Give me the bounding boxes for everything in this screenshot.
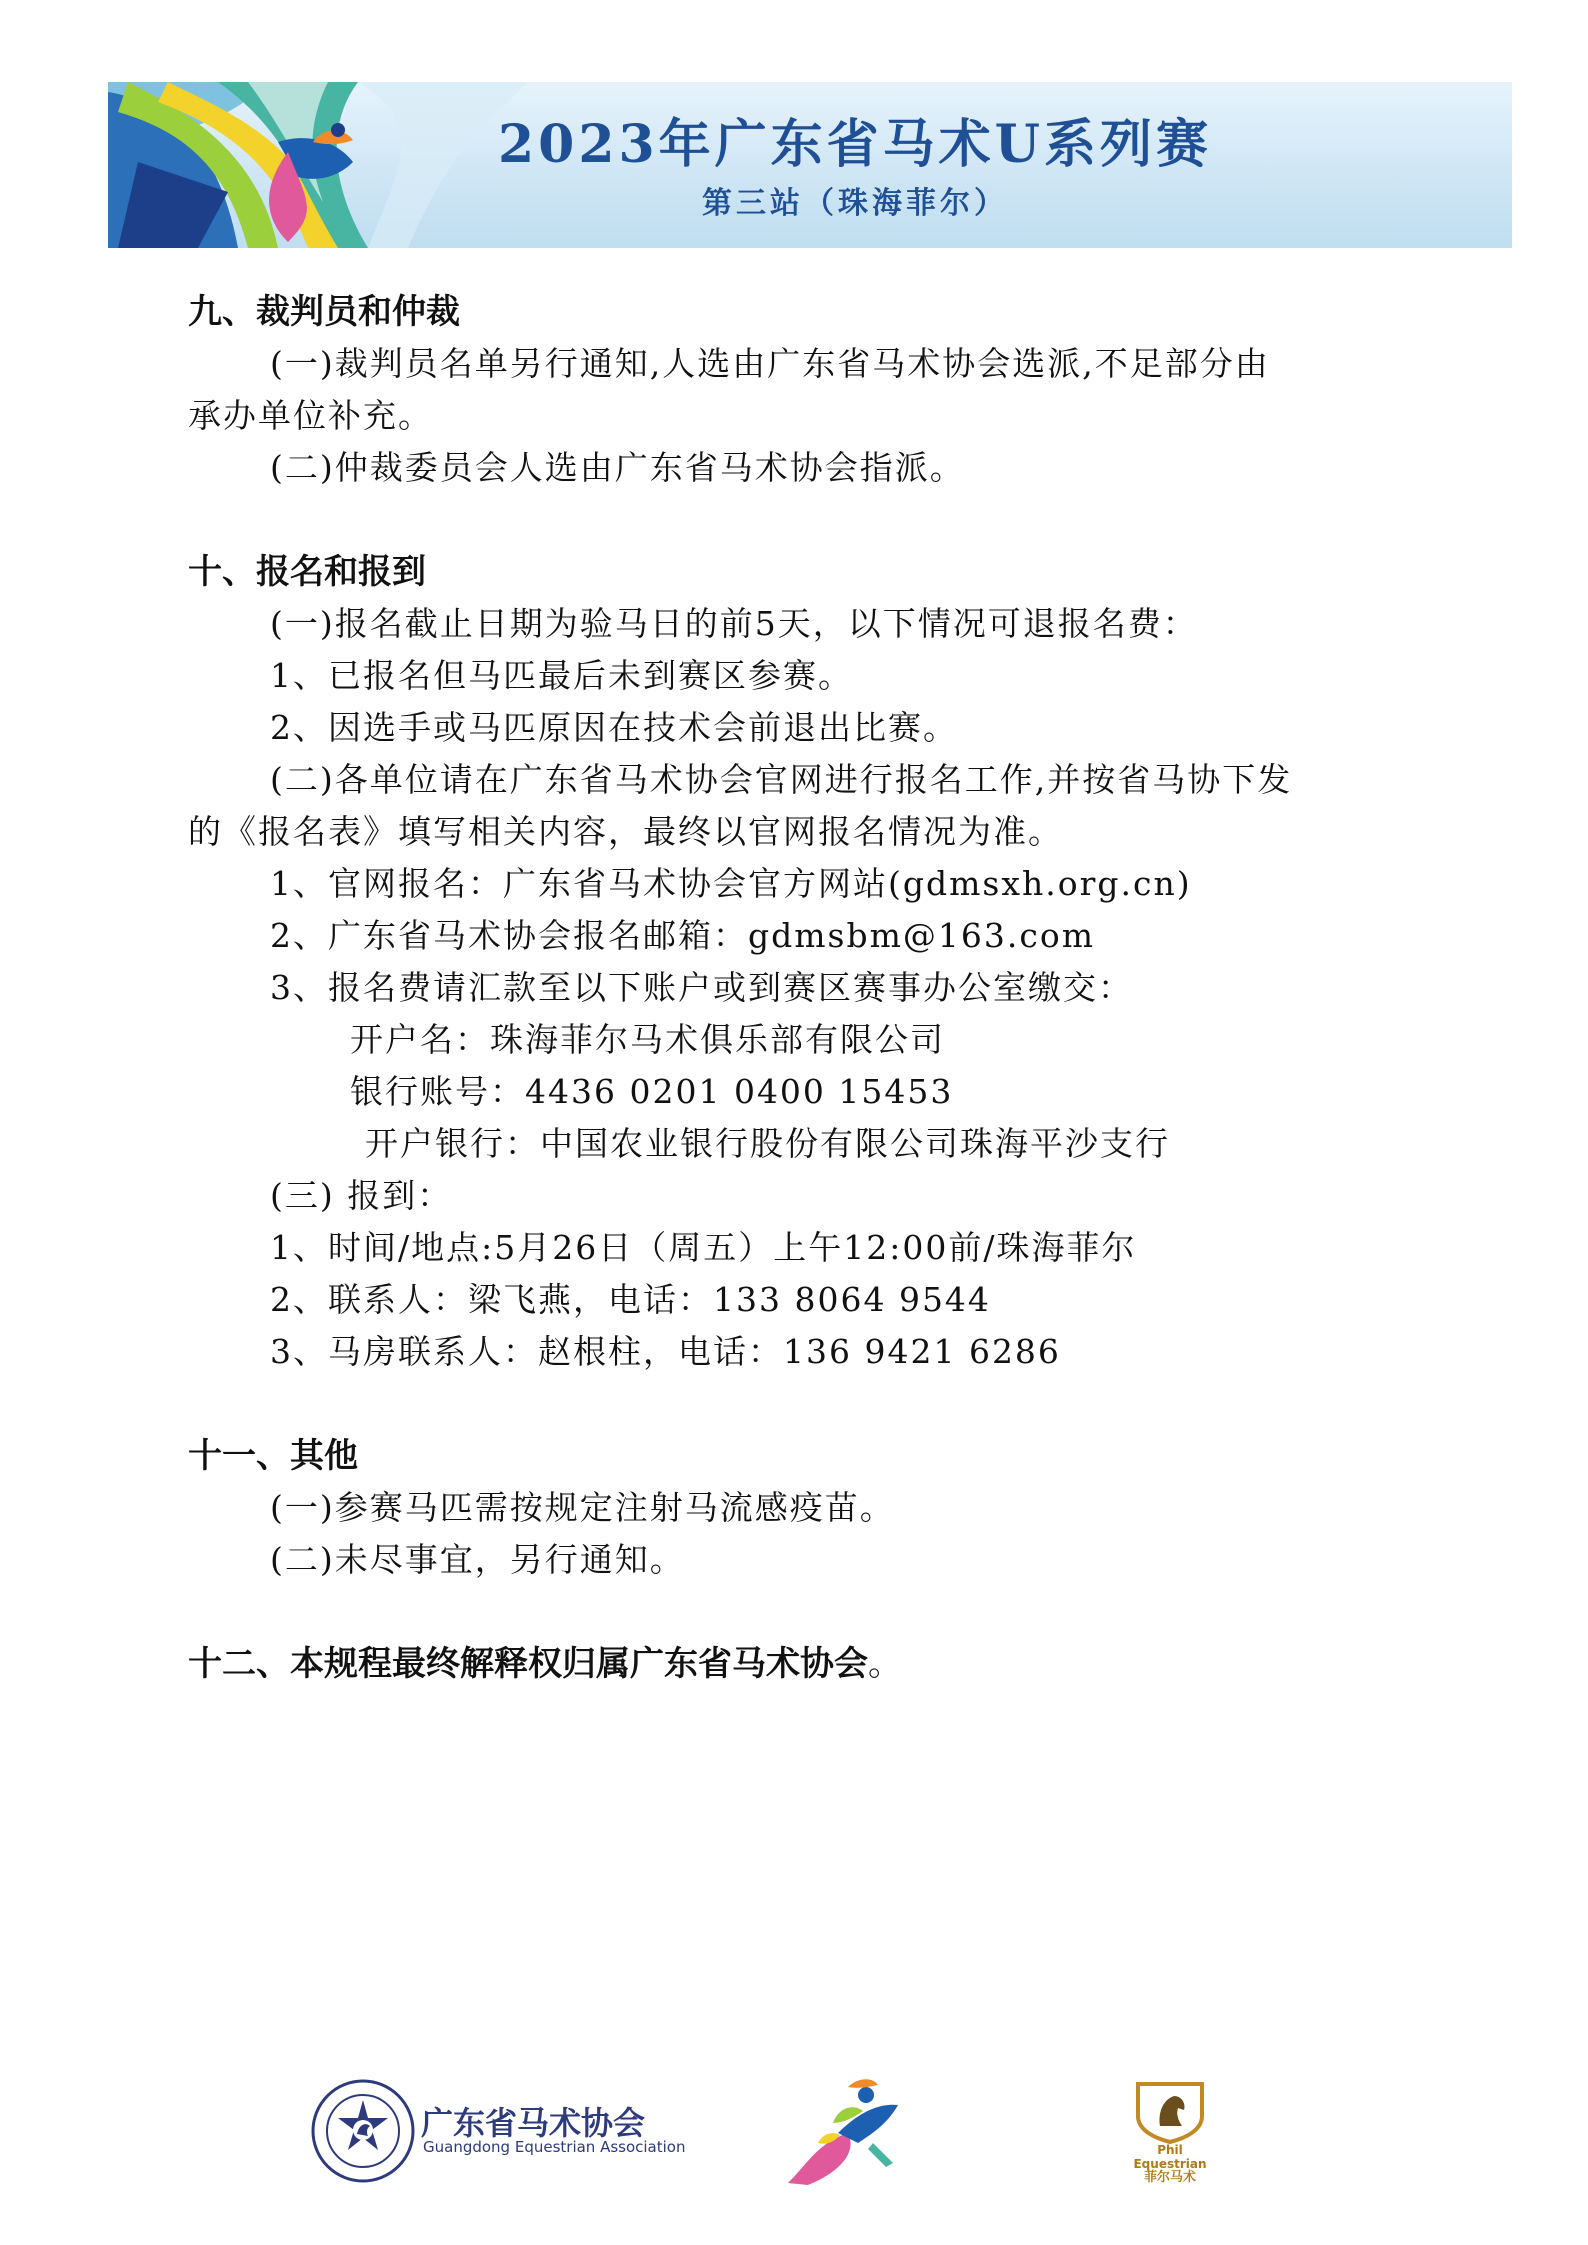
section-9-paragraph-1: (一)裁判员名单另行通知,人选由广东省马术协会选派,不足部分由 — [270, 344, 1270, 383]
gea-name-en: Guangdong Equestrian Association — [423, 2138, 686, 2156]
section-11-paragraph-2: (二)未尽事宜，另行通知。 — [270, 1540, 685, 1579]
section-9-paragraph-1-cont: 承办单位补充。 — [188, 396, 433, 435]
banner-title: 2023年广东省马术U系列赛 — [497, 114, 1213, 175]
gea-name-cn: 广东省马术协会 — [421, 2104, 646, 2142]
gea-emblem-logo — [310, 2078, 416, 2184]
phil-equestrian-shield-logo — [1130, 2078, 1210, 2144]
section-12-heading-tail: 。 — [868, 1644, 902, 1684]
account-bank: 开户银行：中国农业银行股份有限公司珠海平沙支行 — [365, 1124, 1170, 1163]
section-10-item-c2: 2、联系人：梁飞燕，电话：133 8064 9544 — [270, 1280, 991, 1319]
section-10-item-b2: 2、广东省马术协会报名邮箱：gdmsbm@163.com — [270, 916, 1096, 955]
spacer — [188, 1378, 1458, 1430]
section-10-item-c3: 3、马房联系人：赵根柱，电话：136 9421 6286 — [270, 1332, 1061, 1371]
spacer — [188, 1586, 1458, 1638]
section-12-heading — [188, 1638, 1458, 1690]
section-10-item-a1: 1、已报名但马匹最后未到赛区参赛。 — [270, 656, 853, 695]
section-10-item-b-cont: 的《报名表》填写相关内容，最终以官网报名情况为准。 — [188, 812, 1063, 851]
document-body — [188, 286, 1458, 1690]
spacer — [188, 494, 1458, 546]
account-number: 银行账号：4436 0201 0400 15453 — [350, 1072, 954, 1111]
account-name: 开户名：珠海菲尔马术俱乐部有限公司 — [350, 1020, 945, 1059]
section-11-heading: 十一、其他 — [188, 1436, 358, 1476]
section-10-item-a2: 2、因选手或马匹原因在技术会前退出比赛。 — [270, 708, 958, 747]
header-banner — [108, 82, 1512, 248]
section-12-heading-text: 十二、本规程最终解释权归属广东省马术协会 — [188, 1644, 868, 1684]
section-10-item-c1: 1、时间/地点:5月26日（周五）上午12:00前/珠海菲尔 — [270, 1228, 1137, 1267]
section-10-item-b3: 3、报名费请汇款至以下账户或到赛区赛事办公室缴交： — [270, 968, 1133, 1007]
section-9-heading: 九、裁判员和仲裁 — [188, 292, 460, 332]
u-series-horse-logo — [778, 2073, 908, 2191]
section-10-item-b: (二)各单位请在广东省马术协会官网进行报名工作,并按省马协下发 — [270, 760, 1293, 799]
banner-subtitle: 第三站（珠海菲尔） — [702, 186, 1008, 221]
section-10-item-a: (一)报名截止日期为验马日的前5天，以下情况可退报名费： — [270, 604, 1198, 643]
section-10-item-b1: 1、官网报名：广东省马术协会官方网站(gdmsxh.org.cn) — [270, 864, 1192, 903]
phil-name-cn: 菲尔马术 — [1143, 2170, 1196, 2185]
section-10-item-c: (三) 报到： — [270, 1176, 453, 1215]
phil-name-en: Phil Equestrian — [1133, 2143, 1207, 2171]
section-11-paragraph-1: (一)参赛马匹需按规定注射马流感疫苗。 — [270, 1488, 895, 1527]
section-10-heading: 十、报名和报到 — [188, 552, 426, 592]
section-9-paragraph-2: (二)仲裁委员会人选由广东省马术协会指派。 — [270, 448, 965, 487]
